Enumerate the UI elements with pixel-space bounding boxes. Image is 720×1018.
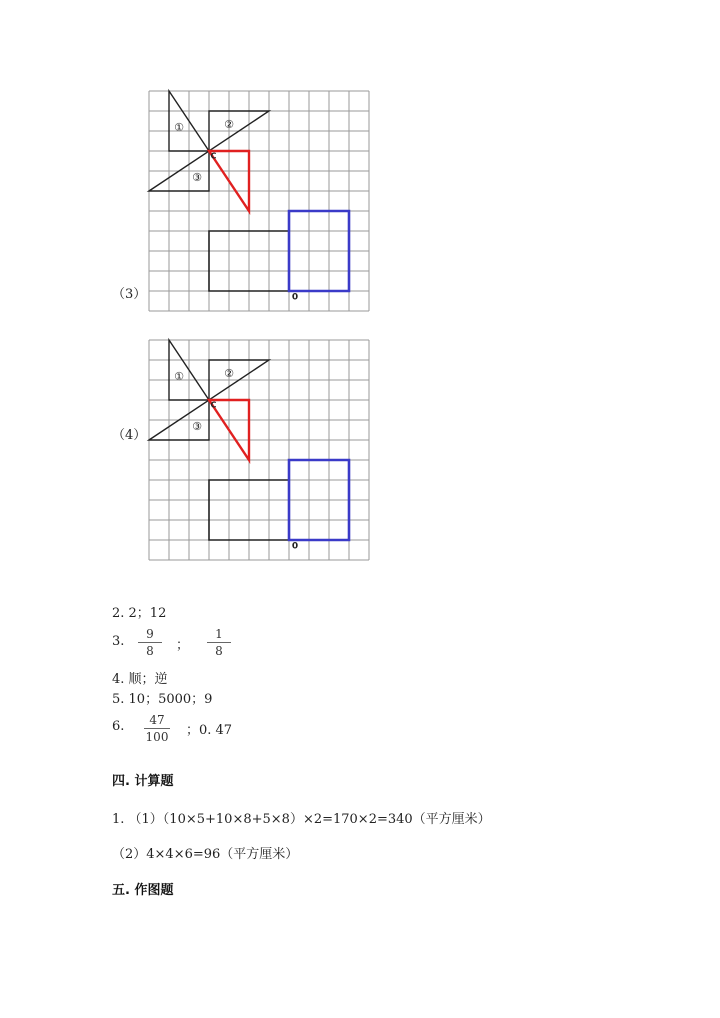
answer-3-fraction-1 <box>136 627 164 658</box>
section-4-line-1: 1. （1）（10×5+10×8+5×8）×2=170×2=340（平方厘米） <box>112 812 491 827</box>
answer-4: 4. 顺；逆 <box>112 672 168 687</box>
point-c-label: C <box>210 400 217 410</box>
section-4-line-2: （2）4×4×6=96（平方厘米） <box>112 847 299 862</box>
section-5-title: 五. 作图题 <box>112 883 174 898</box>
figure-3-label: （3） <box>112 287 147 302</box>
fraction-numerator: 9 <box>146 627 154 641</box>
figure-3-grid <box>148 90 370 312</box>
fraction-denominator: 8 <box>215 644 223 658</box>
fraction-bar <box>144 728 170 729</box>
origin-label: 0 <box>291 292 299 303</box>
shape-label-3: ③ <box>192 420 202 433</box>
fraction-bar <box>207 642 231 643</box>
answer-3-fraction-2 <box>205 627 233 658</box>
answer-6-prefix: 6. <box>112 719 125 734</box>
fraction-denominator: 100 <box>145 730 169 744</box>
answer-3-prefix: 3. <box>112 634 125 649</box>
answer-6-fraction <box>142 713 172 744</box>
answer-2: 2. 2；12 <box>112 606 167 621</box>
figure-4-label: （4） <box>112 428 147 443</box>
fraction-numerator: 47 <box>149 713 165 727</box>
fraction-denominator: 8 <box>146 644 154 658</box>
fraction-bar <box>138 642 162 643</box>
origin-label: 0 <box>291 541 299 552</box>
answer-6-suffix: ；0. 47 <box>186 723 233 738</box>
shape-label-2: ② <box>224 118 234 131</box>
section-4-title: 四. 计算题 <box>112 774 174 789</box>
answer-5: 5. 10；5000；9 <box>112 692 213 707</box>
shape-label-1: ① <box>174 370 184 383</box>
answer-3-separator: ； <box>176 638 190 653</box>
point-c-label: C <box>210 151 217 161</box>
shape-label-3: ③ <box>192 171 202 184</box>
shape-label-2: ② <box>224 367 234 380</box>
fraction-numerator: 1 <box>215 627 223 641</box>
figure-4-grid <box>148 339 370 561</box>
shape-label-1: ① <box>174 121 184 134</box>
